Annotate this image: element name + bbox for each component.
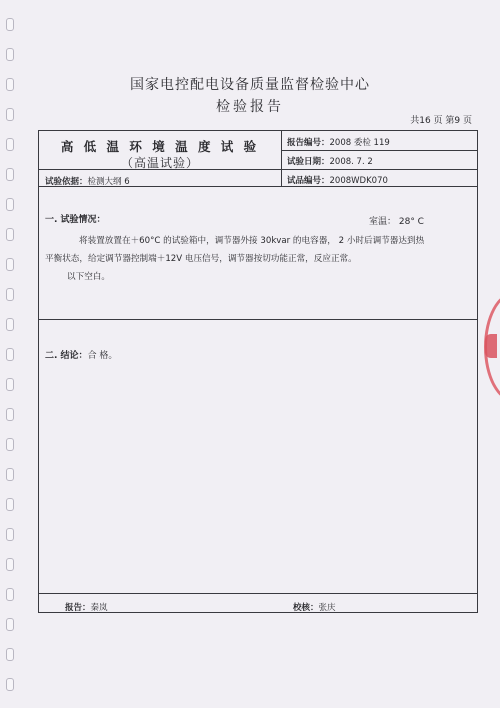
- report-table: [38, 130, 478, 613]
- seal-mark: [485, 334, 497, 358]
- binding-hole: [6, 198, 14, 211]
- test-basis-label: 试验依据：: [45, 177, 88, 187]
- binding-hole: [6, 228, 14, 241]
- meta-divider: [281, 150, 477, 151]
- binding-hole: [6, 438, 14, 451]
- binding-holes: [6, 18, 16, 698]
- report-number-label: 报告编号：: [287, 138, 330, 148]
- test-description: [45, 232, 469, 286]
- test-basis: [45, 175, 130, 187]
- report-number-value: 2008 委检 119: [329, 138, 390, 148]
- test-date: [287, 155, 373, 167]
- row-divider: [39, 593, 477, 594]
- reporter-label: 报告：: [65, 603, 91, 613]
- binding-hole: [6, 648, 14, 661]
- reporter-value: 秦岚: [90, 603, 108, 613]
- binding-hole: [6, 408, 14, 421]
- test-basis-value: 检测大纲 6: [87, 177, 130, 187]
- test-date-value: 2008. 7. 2: [329, 157, 373, 167]
- binding-hole: [6, 498, 14, 511]
- binding-hole: [6, 678, 14, 691]
- official-seal: [482, 292, 500, 402]
- page-counter: 共16 页 第9 页: [410, 116, 472, 126]
- reporter: [65, 601, 108, 613]
- description-line-1: 将装置放置在＋60°C 的试验箱中，调节器外接 30kvar 的电容器， 2 小时后调节器达到热: [79, 236, 425, 246]
- report-number: [287, 136, 390, 148]
- organization-name: 国家电控配电设备质量监督检验中心: [130, 77, 370, 93]
- checker-label: 校核：: [293, 603, 319, 613]
- test-subtitle: （高温试验）: [120, 156, 199, 170]
- checker: [293, 601, 336, 613]
- binding-hole: [6, 138, 14, 151]
- binding-hole: [6, 258, 14, 271]
- binding-hole: [6, 528, 14, 541]
- column-divider: [281, 131, 282, 186]
- binding-hole: [6, 318, 14, 331]
- checker-value: 张庆: [318, 603, 336, 613]
- binding-hole: [6, 168, 14, 181]
- binding-hole: [6, 48, 14, 61]
- sample-number: [287, 174, 388, 186]
- test-title: 高 低 温 环 境 温 度 试 验: [60, 139, 260, 154]
- document-type: 检验报告: [216, 99, 284, 115]
- description-line-2: 平衡状态，给定调节器控制端＋12V 电压信号，调节器按切功能正常，反应正常。: [45, 254, 357, 264]
- binding-hole: [6, 588, 14, 601]
- sample-number-label: 试品编号：: [287, 176, 330, 186]
- blank-note: 以下空白。: [67, 272, 110, 282]
- section-test-heading: 一. 试验情况：: [45, 215, 106, 225]
- binding-hole: [6, 288, 14, 301]
- binding-hole: [6, 468, 14, 481]
- binding-hole: [6, 558, 14, 571]
- test-date-label: 试验日期：: [287, 157, 330, 167]
- conclusion-value: 合 格。: [87, 351, 118, 361]
- sample-number-value: 2008WDK070: [329, 176, 388, 186]
- conclusion: [45, 348, 117, 361]
- binding-hole: [6, 18, 14, 31]
- binding-hole: [6, 378, 14, 391]
- row-divider: [39, 319, 477, 320]
- room-temperature: 室温： 28° C: [369, 217, 424, 227]
- binding-hole: [6, 348, 14, 361]
- conclusion-label: 二. 结论：: [45, 351, 88, 361]
- binding-hole: [6, 618, 14, 631]
